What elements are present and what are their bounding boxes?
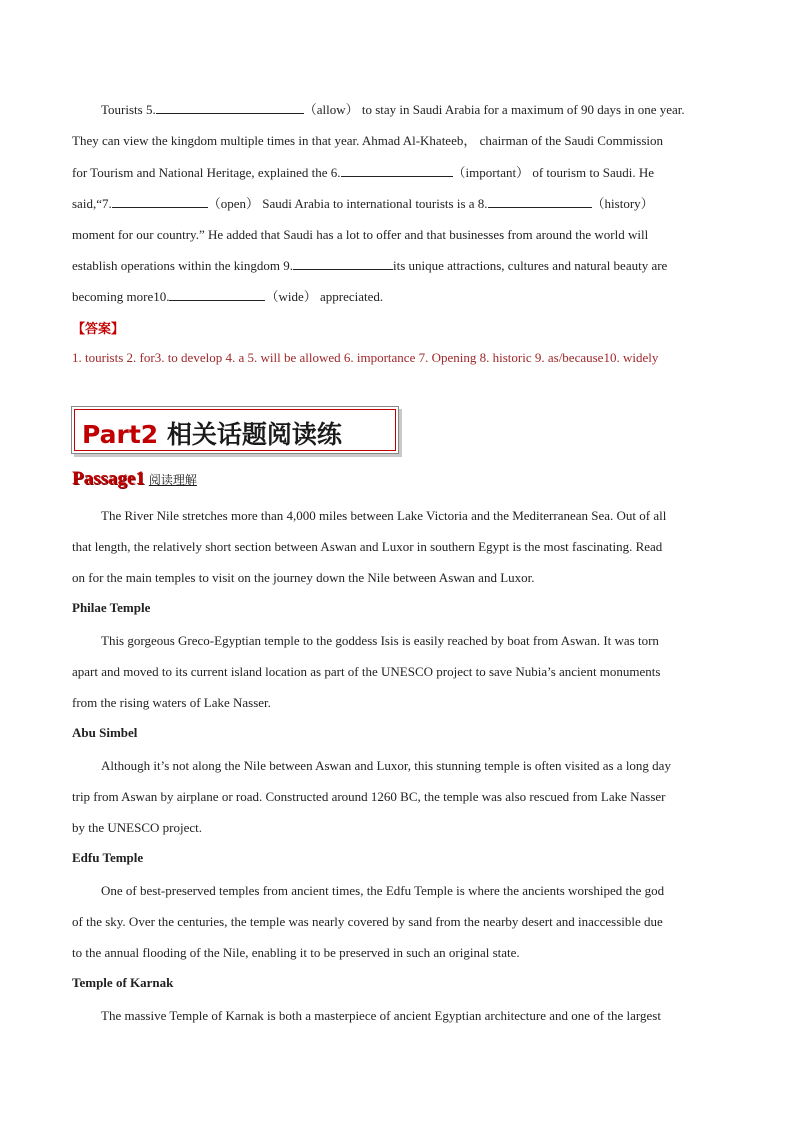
passage-header (72, 468, 197, 490)
cloze-text: for Tourism and National Heritage, explained the 6. (72, 165, 341, 180)
edfu-line-2: of the sky. Over the centuries, the temple was nearly covered by sand from the nearby desert and inaccessible due (72, 914, 663, 929)
cloze-text: becoming more10. (72, 289, 170, 304)
cloze-line-6 (72, 256, 723, 276)
philae-line-2: apart and moved to its current island location as part of the UNESCO project to save Nubia’s ancient monuments (72, 664, 661, 679)
abu-line-1: Although it’s not along the Nile between Aswan and Luxor, this stunning temple is often visited as a long day (101, 758, 671, 773)
cloze-line-1 (72, 100, 752, 120)
edfu-line-3: to the annual flooding of the Nile, enabling it to be preserved in such an original state. (72, 945, 520, 960)
passage-title: Passage1 (72, 468, 145, 489)
cloze-text: Tourists 5. (101, 102, 156, 117)
cloze-text: （history） (591, 196, 654, 211)
part-title (82, 415, 342, 451)
edfu-line-1: One of best-preserved temples from ancient times, the Edfu Temple is where the ancients worshiped the god (101, 883, 665, 898)
karnak-line-1: The massive Temple of Karnak is both a masterpiece of ancient Egyptian architecture and one of the largest (101, 1008, 661, 1023)
cloze-text: said,“7. (72, 196, 112, 211)
section-heading-edfu: Edfu Temple (72, 850, 144, 865)
section-heading-abu-simbel: Abu Simbel (72, 725, 138, 740)
blank-10 (169, 287, 265, 301)
cloze-text: （allow） to stay in Saudi Arabia for a maximum of 90 days in one year. (303, 102, 685, 117)
abu-line-3: by the UNESCO project. (72, 820, 202, 835)
cloze-line-4 (72, 194, 723, 214)
intro-line-2: that length, the relatively short section between Aswan and Luxor in southern Egypt is the most fascinating. Read (72, 539, 663, 554)
philae-line-1: This gorgeous Greco-Egyptian temple to the goddess Isis is easily reached by boat from Aswan. It was torn (101, 633, 659, 648)
blank-6 (341, 163, 453, 177)
cloze-text: its unique attractions, cultures and natural beauty are (392, 258, 668, 273)
cloze-line-3 (72, 163, 723, 183)
blank-5 (156, 100, 304, 114)
part-topic: 相关话题阅读练 (166, 420, 342, 449)
cloze-text: （open） Saudi Arabia to international tourists is a 8. (207, 196, 488, 211)
part-number: Part2 (82, 420, 159, 449)
blank-9 (293, 256, 393, 270)
philae-line-3: from the rising waters of Lake Nasser. (72, 695, 271, 710)
cloze-line-5 (72, 225, 723, 245)
cloze-line-7 (72, 287, 723, 307)
section-heading-karnak: Temple of Karnak (72, 975, 174, 990)
section-heading-philae: Philae Temple (72, 600, 151, 615)
part-header (71, 406, 399, 454)
intro-line-3: on for the main temples to visit on the journey down the Nile between Aswan and Luxor. (72, 570, 535, 585)
answer-text: 1. tourists 2. for3. to develop 4. a 5. will be allowed 6. importance 7. Opening 8. historic 9. as/because10. widely (72, 350, 659, 365)
cloze-text: establish operations within the kingdom 9. (72, 258, 293, 273)
cloze-text: They can view the kingdom multiple times in that year. Ahmad Al-Khateeb， chairman of the Saudi Commission (72, 133, 664, 148)
abu-line-2: trip from Aswan by airplane or road. Constructed around 1260 BC, the temple was also rescued from Lake Nasser (72, 789, 666, 804)
cloze-text: moment for our country.” He added that Saudi has a lot to offer and that businesses from around the world will (72, 227, 649, 242)
passage-subtitle: 阅读理解 (148, 473, 197, 487)
cloze-line-2 (72, 131, 723, 151)
cloze-text: （important） of tourism to Saudi. He (452, 165, 655, 180)
blank-7 (112, 194, 208, 208)
cloze-text: （wide） appreciated. (265, 289, 384, 304)
answer-label: 【答案】 (72, 322, 125, 337)
blank-8 (488, 194, 592, 208)
intro-line-1: The River Nile stretches more than 4,000 miles between Lake Victoria and the Mediterranean Sea. Out of all (101, 508, 667, 523)
